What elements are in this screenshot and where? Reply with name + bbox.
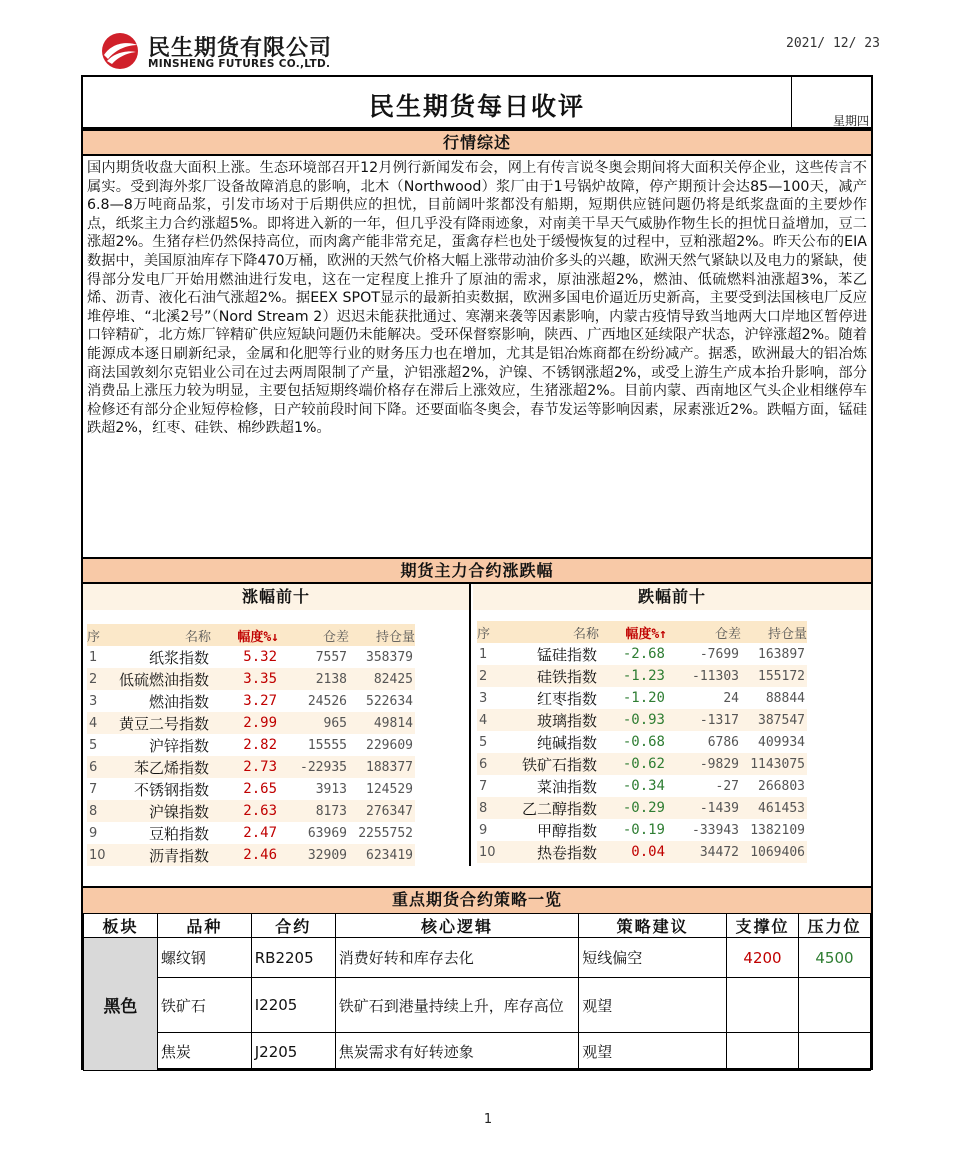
oi-change-cell: -27 [715, 778, 739, 794]
table-row [477, 775, 807, 797]
col-open-interest: 持仓量 [349, 624, 415, 646]
page-number: 1 [483, 1112, 493, 1127]
open-interest-cell: 409934 [758, 734, 805, 750]
summary-heading: 行情综述 [83, 129, 871, 156]
table-row [87, 646, 415, 668]
strategy-row [84, 938, 871, 978]
contract-name-cell: 锰硅指数 [536, 645, 597, 664]
col-name: 名称 [499, 621, 599, 643]
change-pct-cell: -0.62 [599, 753, 667, 775]
oi-change-cell: -9829 [667, 753, 741, 775]
change-pct-cell: 2.73 [211, 756, 279, 778]
contract-name-cell: 纸浆指数 [148, 648, 209, 667]
change-pct-cell: 2.82 [243, 737, 277, 753]
contract-name-cell: 沪锌指数 [148, 736, 209, 755]
open-interest-cell: 2255752 [358, 825, 413, 841]
change-pct-cell: 3.35 [211, 668, 279, 690]
support-cell: 4200 [727, 938, 799, 978]
col-oi-change: 仓差 [667, 621, 741, 643]
change-pct-cell: 0.04 [599, 841, 667, 863]
rank-cell: 9 [479, 822, 488, 838]
sector-cell: 黑色 [84, 938, 158, 1071]
table-row [87, 668, 415, 690]
rank-cell: 8 [477, 797, 499, 819]
oi-change-cell: 24526 [307, 693, 347, 709]
strategy-table [83, 913, 871, 1071]
variety-cell: 焦炭 [157, 1033, 251, 1071]
col-index: 序 [87, 624, 109, 646]
rank-cell: 10 [477, 841, 499, 863]
table-row [477, 797, 807, 819]
variety-cell: 螺纹钢 [157, 938, 251, 978]
table-row [477, 643, 807, 665]
rank-cell: 4 [477, 709, 499, 731]
rank-cell: 7 [479, 778, 488, 794]
rank-cell: 6 [477, 753, 499, 775]
contract-name-cell: 沥青指数 [109, 844, 211, 866]
rank-cell: 4 [87, 712, 109, 734]
oi-change-cell: -33943 [692, 822, 739, 838]
table-row [477, 731, 807, 753]
change-pct-cell: -0.93 [599, 709, 667, 731]
contract-name-cell: 硅铁指数 [499, 665, 599, 687]
change-pct-cell: -0.29 [599, 797, 667, 819]
oi-change-cell: -1439 [667, 797, 741, 819]
change-pct-cell: -1.20 [622, 690, 665, 706]
company-name-en: MINSHENG FUTURES CO.,LTD. [148, 58, 331, 70]
variety-cell: 铁矿石 [157, 978, 251, 1033]
contract-name-cell: 纯碱指数 [536, 733, 597, 752]
change-pct-cell: -1.23 [599, 665, 667, 687]
open-interest-cell: 1069406 [741, 841, 807, 863]
pressure-cell [798, 1033, 870, 1071]
rank-cell: 5 [479, 734, 488, 750]
advice-cell: 观望 [579, 978, 727, 1033]
rank-cell: 1 [89, 649, 98, 665]
oi-change-cell: 7557 [315, 649, 347, 665]
title-row [83, 77, 871, 129]
oi-change-cell: 8173 [279, 800, 349, 822]
col-change-pct: 幅度%↓ [211, 624, 279, 646]
weekday-label: 星期四 [832, 114, 869, 128]
table-row [87, 800, 415, 822]
col-name: 名称 [109, 624, 211, 646]
open-interest-cell: 387547 [741, 709, 807, 731]
strategy-header-row [84, 914, 871, 938]
advice-cell: 观望 [579, 1033, 727, 1071]
contract-name-cell: 甲醇指数 [536, 821, 597, 840]
change-pct-cell: 2.46 [211, 844, 279, 866]
table-row [87, 778, 415, 800]
report-frame [81, 75, 873, 1070]
strategy-row [84, 1033, 871, 1071]
logic-cell: 消费好转和库存去化 [335, 938, 579, 978]
contract-cell: I2205 [251, 978, 335, 1033]
oi-change-cell: 63969 [307, 825, 347, 841]
pressure-cell: 4500 [798, 938, 870, 978]
gainers-table [87, 624, 415, 866]
oi-change-cell: 15555 [307, 737, 347, 753]
oi-change-cell: 24 [723, 690, 739, 706]
change-pct-cell: 5.32 [243, 649, 277, 665]
table-row [87, 734, 415, 756]
change-pct-cell: 2.65 [243, 781, 277, 797]
contract-name-cell: 乙二醇指数 [499, 797, 599, 819]
change-pct-cell: -0.68 [622, 734, 665, 750]
oi-change-cell: 3913 [315, 781, 347, 797]
contract-name-cell: 沪镍指数 [109, 800, 211, 822]
col-oi-change: 仓差 [279, 624, 349, 646]
oi-change-cell: 34472 [667, 841, 741, 863]
advice-cell: 短线偏空 [579, 938, 727, 978]
minsheng-logo-icon [98, 31, 142, 71]
col-open-interest: 持仓量 [741, 621, 807, 643]
weekday-cell [791, 77, 871, 129]
open-interest-cell: 229609 [366, 737, 413, 753]
table-row [87, 756, 415, 778]
col-index: 序 [477, 621, 499, 643]
table-row [477, 665, 807, 687]
col-change-pct: 幅度%↑ [599, 621, 667, 643]
col-pressure: 压力位 [798, 914, 870, 938]
open-interest-cell: 82425 [349, 668, 415, 690]
losers-table [477, 621, 807, 863]
contract-name-cell: 黄豆二号指数 [109, 712, 211, 734]
market-summary-text: 国内期货收盘大面积上涨。生态环境部召开12月例行新闻发布会，网上有传言说冬奥会期间将大面积关停企业，这些传言不属实。受到海外浆厂设备故障消息的影响，北木（Northwood）浆厂由于1号锅炉故障，停产期预计会达85—100天，减产6.8—8万吨商品浆，引发市场对于后期供应的担忧，目前阔叶浆都没有船期，短期供应链问题仍将是纸浆盘面的主要炒作点，纸浆主力合约涨超5%。即将进入新的一年，但几乎没有降雨迹象，对南美干旱天气威胁作物生长的担忧日益增加，豆二涨超2%。生猪存栏仍然保持高位，而肉禽产能非常充足，蛋禽存栏也处于缓慢恢复的过程中，豆粕涨超2%。昨天公布的EIA数据中，美国原油库存下降470万桶，欧洲的天然气价格大幅上涨带动油价多头的兴趣，欧洲天然气紧缺以及电力的紧缺，使得部分发电厂开始用燃油进行发电，这在一定程度上推升了原油的需求，原油涨超2%，燃油、低硫燃料油涨超3%，苯乙烯、沥青、液化石油气涨超2%。据EEX SPOT显示的最新拍卖数据，欧洲多国电价逼近历史新高，主要受到法国核电厂反应堆停堆、“北溪2号”（Nord Stream 2）迟迟未能获批通过、寒潮来袭等因素影响，内蒙古疫情导致当地两大口岸地区暂停进口锌精矿，北方炼厂锌精矿供应短缺问题仍未能解决。受环保督察影响，陕西、广西地区延续限产状态，沪锌涨超2%。随着能源成本逐日刷新纪录，金属和化肥等行业的财务压力也在增加，尤其是铝冶炼商都在纷纷减产。据悉，欧洲最大的铝冶炼商法国敦刻尔克铝业公司在过去两周限制了产量，沪铝涨超2%，沪镍、不锈钢涨超2%，或受上游生产成本抬升影响，部分消费品上涨压力较为明显，主要包括短期终端价格存在滞后上涨效应，生猪涨超2%。目前内蒙、西南地区气头企业相继停车检修还有部分企业短停检修，日产较前段时间下降。还要面临冬奥会，春节发运等影响因素，尿素涨近2%。跌幅方面，锰硅跌超2%，红枣、硅铁、棉纱跌超1%。 [87, 160, 867, 437]
gainers-header-row [87, 624, 415, 646]
open-interest-cell: 49814 [349, 712, 415, 734]
table-row [477, 753, 807, 775]
contract-name-cell: 热卷指数 [499, 841, 599, 863]
oi-change-cell: 6786 [707, 734, 739, 750]
strategy-row [84, 978, 871, 1033]
open-interest-cell: 522634 [366, 693, 413, 709]
contract-name-cell: 苯乙烯指数 [109, 756, 211, 778]
logic-cell: 焦炭需求有好转迹象 [335, 1033, 579, 1071]
rank-cell: 10 [87, 844, 109, 866]
table-row [87, 690, 415, 712]
rank-cell: 2 [477, 665, 499, 687]
company-name-cn: 民生期货有限公司 [148, 36, 333, 61]
contract-name-cell: 不锈钢指数 [133, 780, 209, 799]
rank-cell: 3 [89, 693, 98, 709]
open-interest-cell: 623419 [349, 844, 415, 866]
col-contract: 合约 [251, 914, 335, 938]
table-row [87, 822, 415, 844]
change-pct-cell: -0.19 [622, 822, 665, 838]
contract-cell: RB2205 [251, 938, 335, 978]
company-logo [98, 31, 388, 73]
open-interest-cell: 358379 [366, 649, 413, 665]
open-interest-cell: 124529 [366, 781, 413, 797]
change-pct-cell: -2.68 [622, 646, 665, 662]
contract-name-cell: 豆粕指数 [148, 824, 209, 843]
table-row [477, 687, 807, 709]
support-cell [727, 1033, 799, 1071]
contract-name-cell: 玻璃指数 [499, 709, 599, 731]
oi-change-cell: -22935 [279, 756, 349, 778]
table-row [87, 844, 415, 866]
rank-cell: 6 [87, 756, 109, 778]
contract-name-cell: 红枣指数 [536, 689, 597, 708]
open-interest-cell: 155172 [741, 665, 807, 687]
open-interest-cell: 188377 [349, 756, 415, 778]
rank-cell: 8 [87, 800, 109, 822]
open-interest-cell: 88844 [765, 690, 805, 706]
open-interest-cell: 1382109 [750, 822, 805, 838]
oi-change-cell: 2138 [279, 668, 349, 690]
contract-name-cell: 燃油指数 [148, 692, 209, 711]
strategy-heading: 重点期货合约策略一览 [83, 886, 871, 913]
col-core-logic: 核心逻辑 [335, 914, 579, 938]
table-row [87, 712, 415, 734]
open-interest-cell: 461453 [741, 797, 807, 819]
change-pct-cell: -0.34 [622, 778, 665, 794]
movers-heading: 期货主力合约涨跌幅 [83, 557, 871, 584]
pressure-cell [798, 978, 870, 1033]
change-pct-cell: 3.27 [243, 693, 277, 709]
contract-cell: J2205 [251, 1033, 335, 1071]
change-pct-cell: 2.47 [243, 825, 277, 841]
oi-change-cell: -7699 [699, 646, 739, 662]
table-row [477, 819, 807, 841]
logic-cell: 铁矿石到港量持续上升，库存高位 [335, 978, 579, 1033]
oi-change-cell: 965 [279, 712, 349, 734]
contract-name-cell: 铁矿石指数 [499, 753, 599, 775]
support-cell [727, 978, 799, 1033]
oi-change-cell: -11303 [667, 665, 741, 687]
losers-title: 跌幅前十 [473, 584, 871, 610]
losers-panel [473, 584, 871, 866]
col-variety: 品种 [157, 914, 251, 938]
contract-name-cell: 低硫燃油指数 [109, 668, 211, 690]
col-sector: 板块 [84, 914, 158, 938]
oi-change-cell: -1317 [667, 709, 741, 731]
change-pct-cell: 2.99 [211, 712, 279, 734]
open-interest-cell: 1143075 [741, 753, 807, 775]
open-interest-cell: 163897 [758, 646, 805, 662]
report-title: 民生期货每日收评 [368, 92, 585, 121]
rank-cell: 1 [479, 646, 488, 662]
change-pct-cell: 2.63 [211, 800, 279, 822]
contract-name-cell: 菜油指数 [536, 777, 597, 796]
oi-change-cell: 32909 [279, 844, 349, 866]
col-support: 支撑位 [727, 914, 799, 938]
rank-cell: 5 [89, 737, 98, 753]
rank-cell: 7 [89, 781, 98, 797]
gainers-panel [83, 584, 471, 866]
rank-cell: 2 [87, 668, 109, 690]
table-row [477, 841, 807, 863]
table-row [477, 709, 807, 731]
report-date: 2021/ 12/ 23 [786, 36, 880, 51]
gainers-title: 涨幅前十 [83, 584, 469, 610]
rank-cell: 9 [89, 825, 98, 841]
rank-cell: 3 [479, 690, 488, 706]
open-interest-cell: 276347 [349, 800, 415, 822]
losers-header-row [477, 621, 807, 643]
col-advice: 策略建议 [579, 914, 727, 938]
open-interest-cell: 266803 [758, 778, 805, 794]
